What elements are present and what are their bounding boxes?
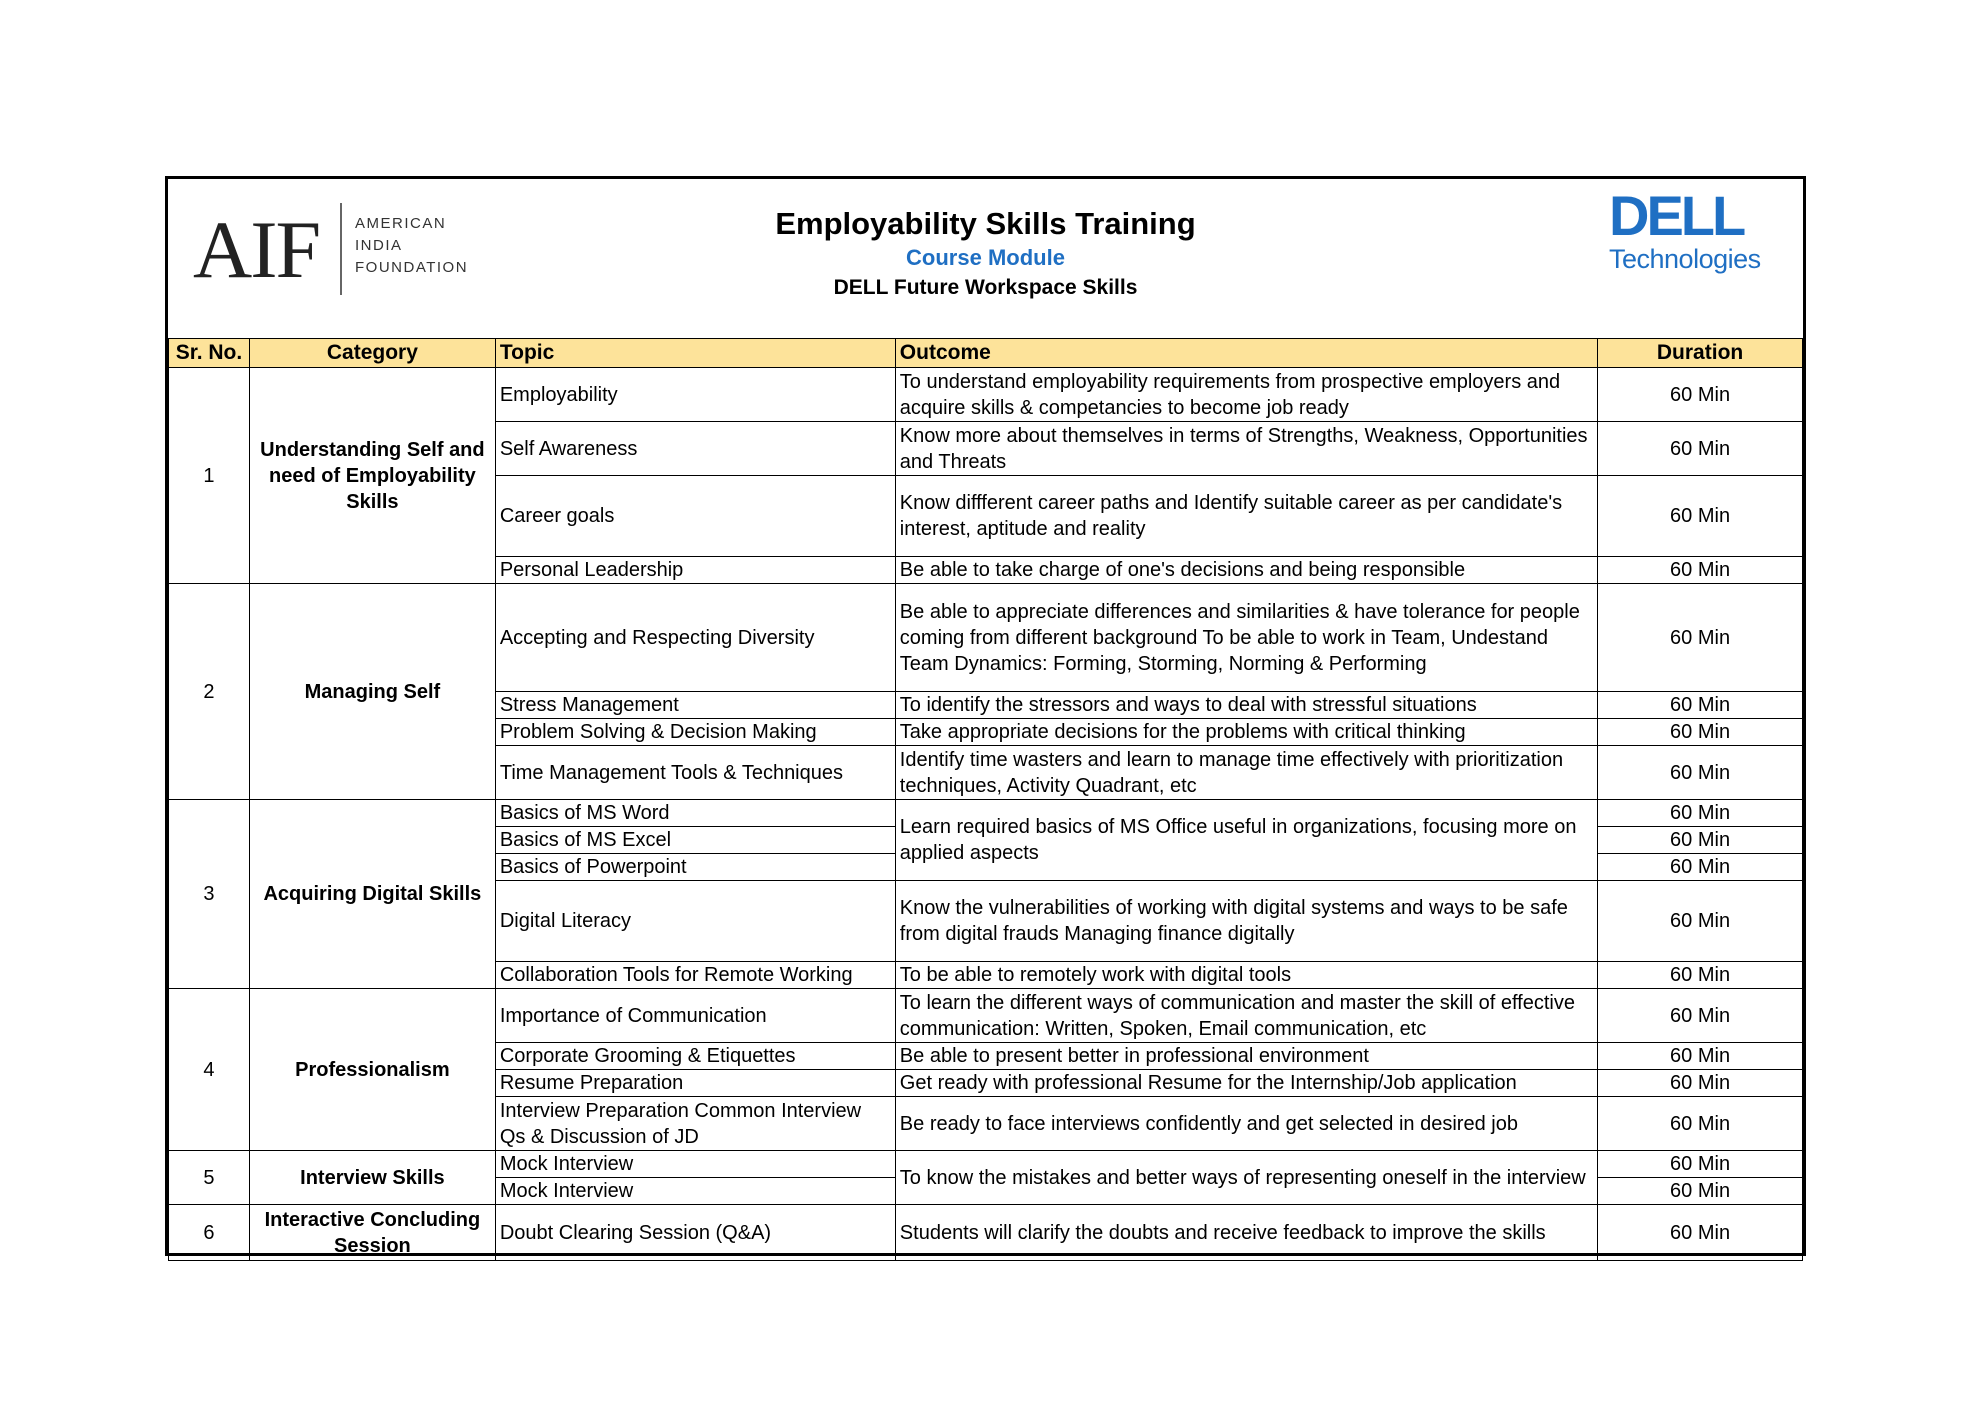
outcome-cell: To identify the stressors and ways to deal with stressful situations — [895, 692, 1597, 719]
dell-technologies-logo — [1607, 185, 1777, 285]
duration-cell: 60 Min — [1598, 557, 1803, 584]
topic-cell: Stress Management — [495, 692, 895, 719]
topic-cell: Employability — [495, 368, 895, 422]
topic-cell: Mock Interview — [495, 1151, 895, 1178]
duration-cell: 60 Min — [1598, 1178, 1803, 1205]
table-row — [169, 1205, 1803, 1261]
outcome-cell: Be able to appreciate differences and similarities & have tolerance for people coming from different background To be able to work in Team, Undestand Team Dynamics: Forming, Storming, Norming & Performing — [895, 584, 1597, 692]
topic-cell: Problem Solving & Decision Making — [495, 719, 895, 746]
duration-cell: 60 Min — [1598, 368, 1803, 422]
duration-cell: 60 Min — [1598, 1205, 1803, 1261]
outcome-cell: Be able to present better in professional environment — [895, 1043, 1597, 1070]
duration-cell: 60 Min — [1598, 1097, 1803, 1151]
topic-cell: Time Management Tools & Techniques — [495, 746, 895, 800]
title-block — [168, 205, 1803, 303]
outcome-cell: Identify time wasters and learn to manage time effectively with prioritization techniques, Activity Quadrant, etc — [895, 746, 1597, 800]
course-table — [168, 338, 1803, 1261]
duration-cell: 60 Min — [1598, 1151, 1803, 1178]
duration-cell: 60 Min — [1598, 584, 1803, 692]
duration-cell: 60 Min — [1598, 989, 1803, 1043]
svg-text:AIF: AIF — [193, 204, 320, 295]
topic-cell: Career goals — [495, 476, 895, 557]
topic-cell: Digital Literacy — [495, 881, 895, 962]
col-header-category: Category — [249, 339, 495, 368]
topic-cell: Self Awareness — [495, 422, 895, 476]
outcome-cell: To be able to remotely work with digital tools — [895, 962, 1597, 989]
table-row — [169, 1151, 1803, 1178]
duration-cell: 60 Min — [1598, 1043, 1803, 1070]
topic-cell: Importance of Communication — [495, 989, 895, 1043]
sr-no-cell: 3 — [169, 800, 250, 989]
outcome-cell: Learn required basics of MS Office useful in organizations, focusing more on applied aspects — [895, 800, 1597, 881]
outcome-cell: Know diffferent career paths and Identify suitable career as per candidate's interest, aptitude and reality — [895, 476, 1597, 557]
outcome-cell: Be ready to face interviews confidently and get selected in desired job — [895, 1097, 1597, 1151]
topic-cell: Basics of Powerpoint — [495, 854, 895, 881]
sr-no-cell: 4 — [169, 989, 250, 1151]
topic-cell: Accepting and Respecting Diversity — [495, 584, 895, 692]
topic-cell: Mock Interview — [495, 1178, 895, 1205]
outcome-cell: Be able to take charge of one's decisions and being responsible — [895, 557, 1597, 584]
table-header-row — [169, 339, 1803, 368]
sr-no-cell: 6 — [169, 1205, 250, 1261]
outcome-cell: Know the vulnerabilities of working with digital systems and ways to be safe from digital frauds Managing finance digitally — [895, 881, 1597, 962]
sheet-header — [168, 179, 1803, 339]
col-header-outcome: Outcome — [895, 339, 1597, 368]
duration-cell: 60 Min — [1598, 476, 1803, 557]
col-header-topic: Topic — [495, 339, 895, 368]
page-subtitle: Course Module — [906, 245, 1065, 270]
category-cell: Acquiring Digital Skills — [249, 800, 495, 989]
col-header-sr-no: Sr. No. — [169, 339, 250, 368]
sr-no-cell: 5 — [169, 1151, 250, 1205]
duration-cell: 60 Min — [1598, 746, 1803, 800]
svg-text:INDIA: INDIA — [355, 237, 403, 254]
outcome-cell: Know more about themselves in terms of Strengths, Weakness, Opportunities and Threats — [895, 422, 1597, 476]
svg-text:FOUNDATION: FOUNDATION — [355, 259, 469, 276]
topic-cell: Basics of MS Excel — [495, 827, 895, 854]
outcome-cell: To understand employability requirements from prospective employers and acquire skills & competancies to become job ready — [895, 368, 1597, 422]
outcome-cell: To learn the different ways of communication and master the skill of effective communication: Written, Spoken, Email communication, etc — [895, 989, 1597, 1043]
duration-cell: 60 Min — [1598, 881, 1803, 962]
outcome-cell: Take appropriate decisions for the problems with critical thinking — [895, 719, 1597, 746]
svg-text:DELL: DELL — [1609, 185, 1744, 247]
topic-cell: Resume Preparation — [495, 1070, 895, 1097]
category-cell: Professionalism — [249, 989, 495, 1151]
sr-no-cell: 1 — [169, 368, 250, 584]
outcome-cell: Students will clarify the doubts and receive feedback to improve the skills — [895, 1205, 1597, 1261]
outcome-cell: To know the mistakes and better ways of representing oneself in the interview — [895, 1151, 1597, 1205]
table-row — [169, 989, 1803, 1043]
topic-cell: Collaboration Tools for Remote Working — [495, 962, 895, 989]
col-header-duration: Duration — [1598, 339, 1803, 368]
course-module-sheet — [165, 176, 1806, 1256]
duration-cell: 60 Min — [1598, 422, 1803, 476]
duration-cell: 60 Min — [1598, 692, 1803, 719]
program-name: DELL Future Workspace Skills — [833, 276, 1138, 299]
svg-text:AMERICAN: AMERICAN — [355, 215, 447, 232]
table-row — [169, 368, 1803, 422]
duration-cell: 60 Min — [1598, 1070, 1803, 1097]
topic-cell: Basics of MS Word — [495, 800, 895, 827]
table-row — [169, 800, 1803, 827]
table-row — [169, 584, 1803, 692]
topic-cell: Personal Leadership — [495, 557, 895, 584]
svg-text:Technologies: Technologies — [1609, 244, 1761, 274]
outcome-cell: Get ready with professional Resume for the Internship/Job application — [895, 1070, 1597, 1097]
sr-no-cell: 2 — [169, 584, 250, 800]
category-cell: Interview Skills — [249, 1151, 495, 1205]
category-cell: Understanding Self and need of Employability Skills — [249, 368, 495, 584]
topic-cell: Doubt Clearing Session (Q&A) — [495, 1205, 895, 1261]
page-title: Employability Skills Training — [775, 206, 1196, 241]
category-cell: Interactive Concluding Session — [249, 1205, 495, 1261]
duration-cell: 60 Min — [1598, 962, 1803, 989]
duration-cell: 60 Min — [1598, 827, 1803, 854]
topic-cell: Corporate Grooming & Etiquettes — [495, 1043, 895, 1070]
duration-cell: 60 Min — [1598, 719, 1803, 746]
duration-cell: 60 Min — [1598, 854, 1803, 881]
duration-cell: 60 Min — [1598, 800, 1803, 827]
topic-cell: Interview Preparation Common Interview Qs & Discussion of JD — [495, 1097, 895, 1151]
category-cell: Managing Self — [249, 584, 495, 800]
